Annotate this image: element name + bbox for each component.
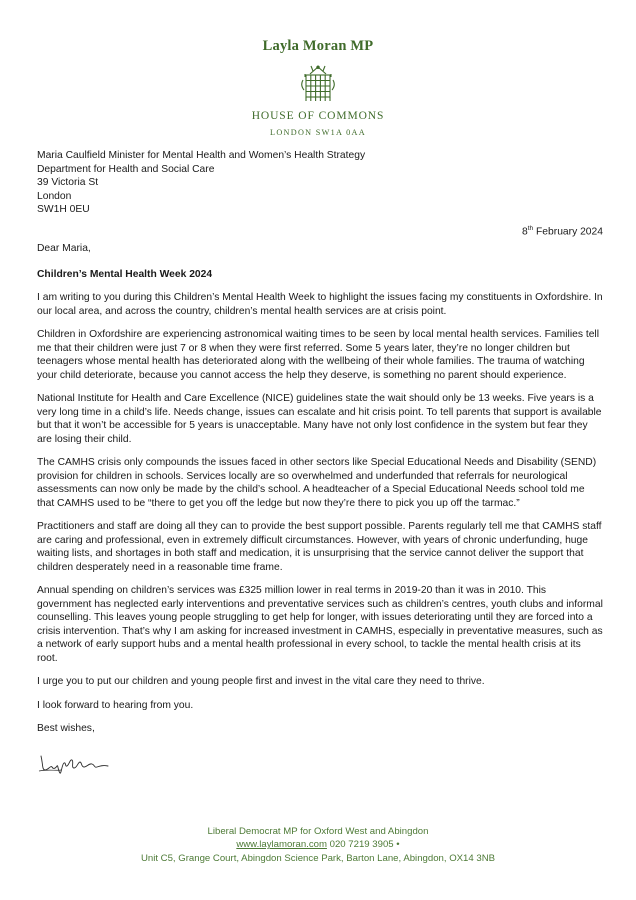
footer-contact [0, 838, 636, 851]
footer-address: Unit C5, Grange Court, Abingdon Science Park, Barton Lane, Abingdon, OX14 3NB [140, 852, 496, 864]
paragraph: National Institute for Health and Care Excellence (NICE) guidelines state the wait should only be 13 weeks. Five years is a very long time in a child’s life. Needs change, issues can escalate and hit crisis point. To tell parents that support is available but that it won’t be accessible for 5 years is unacceptable. Many have not only lost confidence in the system but fear they are losing their child. [37, 393, 602, 445]
paragraph: I look forward to hearing from you. [37, 699, 194, 711]
recipient-line: London [37, 190, 72, 202]
letter-date [37, 222, 603, 239]
letterhead-address: LONDON SW1A 0AA [270, 128, 366, 137]
recipient-line: 39 Victoria St [37, 177, 99, 188]
recipient-address [37, 149, 603, 217]
paragraph: The CAMHS crisis only compounds the issues faced in other sectors like Special Educational Needs and Disability (SEND) provision for children in schools. Services locally are so overwhelmed and underfunded that referrals for neurological assessments can now only be made by the child’s school. A headteacher of a Special Educational Needs school told me that CAMHS used to be “there to get you off the ledge but now they’re there to pick you up off the tarmac.” [37, 457, 597, 509]
date-month-year: February 2024 [533, 225, 603, 237]
date-suffix: th [527, 224, 534, 232]
footer-constituency: Liberal Democrat MP for Oxford West and Abingdon [207, 826, 429, 837]
salutation: Dear Maria, [37, 243, 91, 255]
recipient-line: SW1H 0EU [37, 204, 90, 215]
paragraph: Children in Oxfordshire are experiencing astronomical waiting times to be seen by local mental health services. Families tell me that their children were just 7 or 8 when they were first referred. Some 5 years later, they’re no longer children but teenagers whose mental health has deteriorated along with the wellbeing of their whole families. The trauma of watching your child deteriorate, because you cannot access the help they deserve, is something no parent should experience. [37, 329, 600, 381]
paragraph: Practitioners and staff are doing all they can to provide the best support possible. Parents regularly tell me that CAMHS staff are caring and professional, even in extremely difficult circumstances. However, with years of chronic underfunding, huge waiting lists, and shortages in both staff and medication, it is unsurprising that the service cannot deliver the support that children desperately need in a reasonable time frame. [37, 521, 602, 573]
date-day: 8 [522, 225, 528, 237]
recipient-line: Maria Caulfield Minister for Mental Health and Women’s Health Strategy [37, 150, 366, 161]
portcullis-icon [301, 65, 335, 103]
website-link[interactable]: www.laylamoran.com [236, 839, 327, 851]
recipient-line: Department for Health and Social Care [37, 163, 215, 175]
paragraph: I am writing to you during this Children’s Mental Health Week to highlight the issues facing my constituents in Oxfordshire. In our local area, and across the country, children’s mental health services are at crisis point. [37, 292, 603, 317]
signature-icon [37, 750, 117, 776]
footer-phone: 020 7219 3905 • [326, 839, 400, 851]
letter-body [37, 149, 603, 776]
paragraph: Annual spending on children’s services was £325 million lower in real terms in 2019-20 than it was in 2010. This government has neglected early interventions and preventative services such as children’s centres, youth clubs and informal counselling. This leaves young people struggling to get help for longer, with issues deteriorating until they are forced into a crisis intervention. That’s why I am asking for increased investment in CAMHS, especially in preventative measures, such as a network of early support hubs and a mental health professional in every school, to tackle the mental health crisis at its root. [37, 585, 603, 664]
house-of-commons-label: HOUSE OF COMMONS [251, 110, 385, 122]
subject-heading: Children’s Mental Health Week 2024 [37, 268, 213, 280]
mp-name: Layla Moran MP [262, 38, 374, 54]
footer [0, 825, 636, 865]
letterhead [0, 38, 636, 137]
closing: Best wishes, [37, 723, 95, 735]
paragraph: I urge you to put our children and young people first and invest in the vital care they need to thrive. [37, 676, 485, 688]
